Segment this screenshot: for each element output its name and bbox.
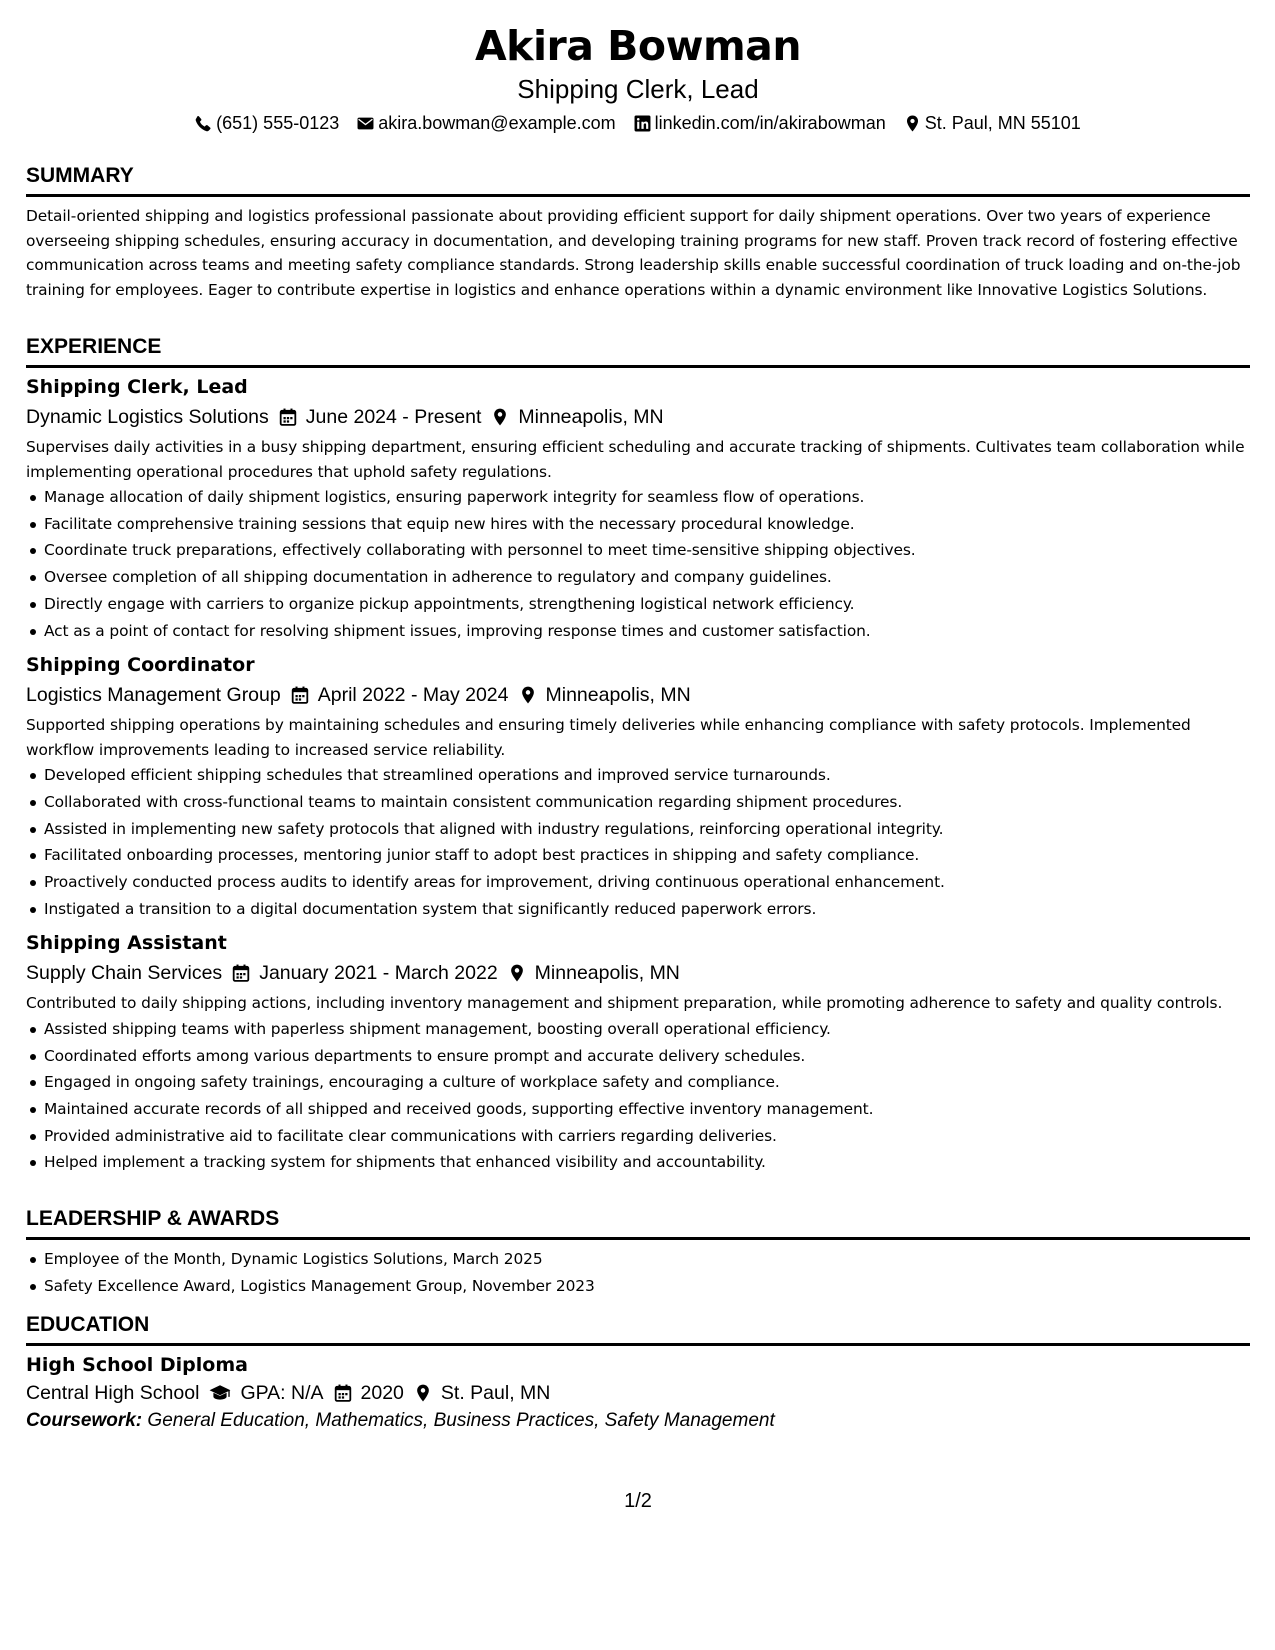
map-pin-icon [519,686,537,704]
job-entry [26,652,1250,922]
education-meta [26,1379,1250,1407]
experience-section [26,334,1250,1176]
list-item: Collaborated with cross-functional teams to maintain consistent communication regarding shipment procedures. [44,789,1250,816]
awards-section [26,1206,1250,1299]
section-heading-education: EDUCATION [26,1312,1250,1346]
page-number: 1/2 [624,1490,652,1512]
list-item: Directly engage with carriers to organize pickup appointments, strengthening logistical network efficiency. [44,591,1250,618]
company-name: Supply Chain Services [26,962,223,985]
linkedin-text[interactable]: linkedin.com/in/akirabowman [654,113,886,133]
list-item: Instigated a transition to a digital documentation system that significantly reduced paperwork errors. [44,896,1250,923]
job-entry [26,374,1250,644]
education-section [26,1312,1250,1435]
coursework [26,1407,1250,1435]
job-location: Minneapolis, MN [534,962,680,985]
job-location: Minneapolis, MN [518,406,664,428]
list-item: Facilitated onboarding processes, mentoring junior staff to adopt best practices in shipping and safety compliance. [44,842,1250,869]
contact-linkedin[interactable] [634,113,886,134]
list-item: Assisted in implementing new safety protocols that aligned with industry regulations, reinforcing operational integrity. [44,816,1250,843]
degree-title: High School Diploma [26,1354,248,1376]
list-item: Oversee completion of all shipping documentation in adherence to regulatory and company guidelines. [44,564,1250,591]
list-item: Helped implement a tracking system for shipments that enhanced visibility and accountability. [44,1149,1250,1176]
calendar-icon [279,408,297,426]
list-item: Developed efficient shipping schedules that streamlined operations and improved service turnarounds. [44,762,1250,789]
list-item: Maintained accurate records of all shipped and received goods, supporting effective inventory management. [44,1096,1250,1123]
school-name: Central High School [26,1382,200,1404]
calendar-icon [291,686,309,704]
graduation-year: 2020 [360,1382,404,1404]
job-bullets [26,1016,1250,1176]
job-title: Shipping Assistant [26,932,227,955]
contact-line [26,113,1250,134]
awards-list [26,1246,1250,1299]
job-dates: April 2022 - May 2024 [317,684,509,707]
list-item: Facilitate comprehensive training sessions that equip new hires with the necessary procedural knowledge. [44,511,1250,538]
coursework-text: General Education, Mathematics, Business Practices, Safety Management [147,1410,775,1431]
list-item: Engaged in ongoing safety trainings, encouraging a culture of workplace safety and compliance. [44,1069,1250,1096]
summary-section [26,163,1250,302]
graduation-cap-icon [209,1384,231,1402]
map-pin-icon [508,964,526,982]
phone-icon [195,115,212,132]
company-name: Logistics Management Group [26,684,281,707]
linkedin-icon [634,115,651,132]
job-description: Contributed to daily shipping actions, including inventory management and shipment preparation, while promoting adherence to safety and quality controls. [26,994,1223,1013]
list-item: Coordinate truck preparations, effectively collaborating with personnel to meet time-sensitive shipping objectives. [44,537,1250,564]
list-item: Proactively conducted process audits to identify areas for improvement, driving continuous operational enhancement. [44,869,1250,896]
calendar-icon [334,1384,352,1402]
job-description: Supervises daily activities in a busy shipping department, ensuring efficient scheduling and accurate tracking of shipments. Cultivates team collaboration while implementing operational procedures that uphold safety regulations. [26,438,1245,481]
job-title: Shipping Coordinator [26,654,255,677]
contact-location [904,113,1081,134]
school-location: St. Paul, MN [440,1382,551,1404]
list-item: Employee of the Month, Dynamic Logistics Solutions, March 2025 [44,1246,1250,1273]
job-description: Supported shipping operations by maintaining schedules and ensuring timely deliveries while enhancing compliance with safety protocols. Implemented workflow improvements leading to increased service reliability. [26,716,1191,759]
section-heading-awards: LEADERSHIP & AWARDS [26,1206,1250,1240]
map-pin-icon [904,115,921,132]
summary-text: Detail-oriented shipping and logistics professional passionate about providing efficient support for daily shipment operations. Over two years of experience overseeing shipping schedules, ensuring accuracy in documentation, and developing training programs for new staff. Proven track record of fostering effective communication across teams and meeting safety compliance standards. Strong leadership skills enable successful coordination of truck loading and on-the-job training for employees. Eager to contribute expertise in logistics and enhance operations within a dynamic environment like Innovative Logistics Solutions. [26,207,1241,299]
job-dates: June 2024 - Present [305,406,482,428]
job-entry [26,930,1250,1176]
job-title: Shipping Clerk, Lead [26,376,248,398]
envelope-icon [357,115,374,132]
list-item: Provided administrative aid to facilitate clear communications with carriers regarding deliveries. [44,1123,1250,1150]
calendar-icon [232,964,250,982]
candidate-name: Akira Bowman [474,22,802,70]
job-dates: January 2021 - March 2022 [259,962,498,985]
section-heading-experience: EXPERIENCE [26,334,1250,368]
section-heading-summary: SUMMARY [26,163,1250,197]
list-item: Manage allocation of daily shipment logistics, ensuring paperwork integrity for seamless flow of operations. [44,484,1250,511]
list-item: Assisted shipping teams with paperless shipment management, boosting overall operational efficiency. [44,1016,1250,1043]
job-meta [26,403,1250,431]
list-item: Act as a point of contact for resolving shipment issues, improving response times and customer satisfaction. [44,618,1250,645]
job-meta [26,681,1250,709]
email-text[interactable]: akira.bowman@example.com [378,113,616,133]
job-bullets [26,484,1250,644]
coursework-label: Coursework: [26,1410,143,1431]
location-text: St. Paul, MN 55101 [924,113,1081,133]
list-item: Safety Excellence Award, Logistics Management Group, November 2023 [44,1273,1250,1300]
map-pin-icon [491,408,509,426]
contact-phone [195,113,339,134]
job-bullets [26,762,1250,922]
phone-text: (651) 555-0123 [216,113,340,133]
contact-email[interactable] [357,113,615,134]
company-name: Dynamic Logistics Solutions [26,406,269,428]
job-meta [26,959,1250,987]
candidate-title: Shipping Clerk, Lead [517,74,759,104]
job-location: Minneapolis, MN [545,684,691,707]
gpa: GPA: N/A [240,1382,324,1404]
list-item: Coordinated efforts among various departments to ensure prompt and accurate delivery schedules. [44,1043,1250,1070]
map-pin-icon [414,1384,432,1402]
